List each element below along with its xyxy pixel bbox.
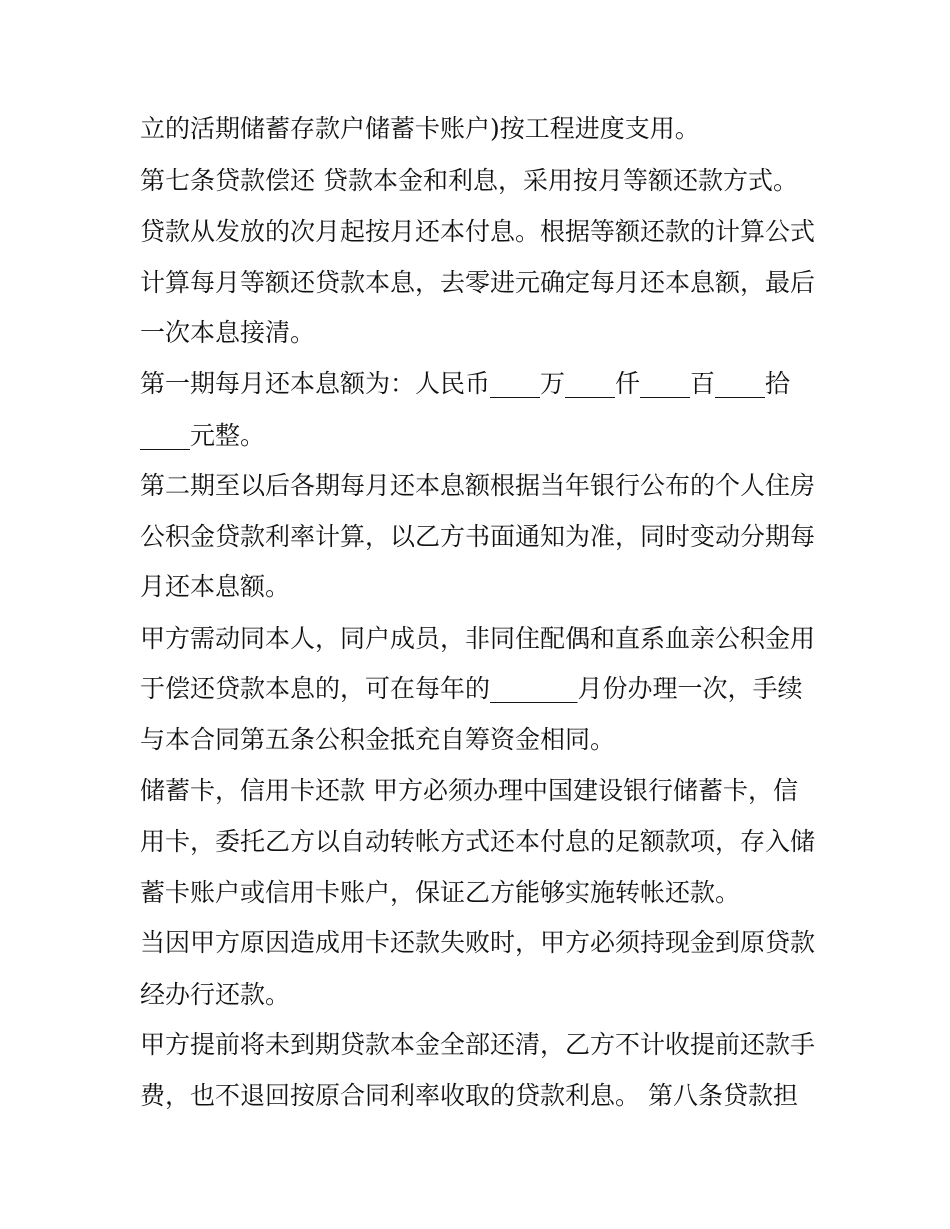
text-line: 公积金贷款利率计算，以乙方书面通知为准，同时变动分期每 (140, 522, 816, 551)
text-line: 蓄卡账户或信用卡账户，保证乙方能够实施转帐还款。 (140, 878, 741, 907)
text-line: 月还本息额。 (140, 572, 291, 601)
text-line: 当因甲方原因造成用卡还款失败时，甲方必须持现金到原贷款 (140, 928, 816, 957)
text-line: 一次本息接清。 (140, 318, 316, 347)
text-line: ____元整。 (140, 421, 266, 450)
text-line: 第一期每月还本息额为：人民币____万____仟____百____拾 (140, 369, 791, 398)
text-line: 计算每月等额还贷款本息，去零进元确定每月还本息额，最后 (140, 268, 816, 297)
text-line: 与本合同第五条公积金抵充自筹资金相同。 (140, 725, 616, 754)
text-line: 费，也不退回按原合同利率收取的贷款利息。 第八条贷款担 (140, 1081, 798, 1110)
text-line: 经办行还款。 (140, 980, 291, 1009)
text-line: 贷款从发放的次月起按月还本付息。根据等额还款的计算公式 (140, 217, 816, 246)
text-line: 甲方提前将未到期贷款本金全部还清，乙方不计收提前还款手 (140, 1030, 816, 1059)
text-line: 甲方需动同本人，同户成员，非同住配偶和直系血亲公积金用 (140, 624, 816, 653)
text-line: 用卡，委托乙方以自动转帐方式还本付息的足额款项，存入储 (140, 827, 816, 856)
text-line: 第七条贷款偿还 贷款本金和利息，采用按月等额还款方式。 (140, 166, 798, 195)
text-line: 储蓄卡，信用卡还款 甲方必须办理中国建设银行储蓄卡，信 (140, 776, 798, 805)
text-line: 于偿还贷款本息的，可在每年的_______月份办理一次，手续 (140, 674, 803, 703)
text-line: 第二期至以后各期每月还本息额根据当年银行公布的个人住房 (140, 471, 816, 500)
text-line: 立的活期储蓄存款户储蓄卡账户)按工程进度支用。 (140, 114, 700, 143)
